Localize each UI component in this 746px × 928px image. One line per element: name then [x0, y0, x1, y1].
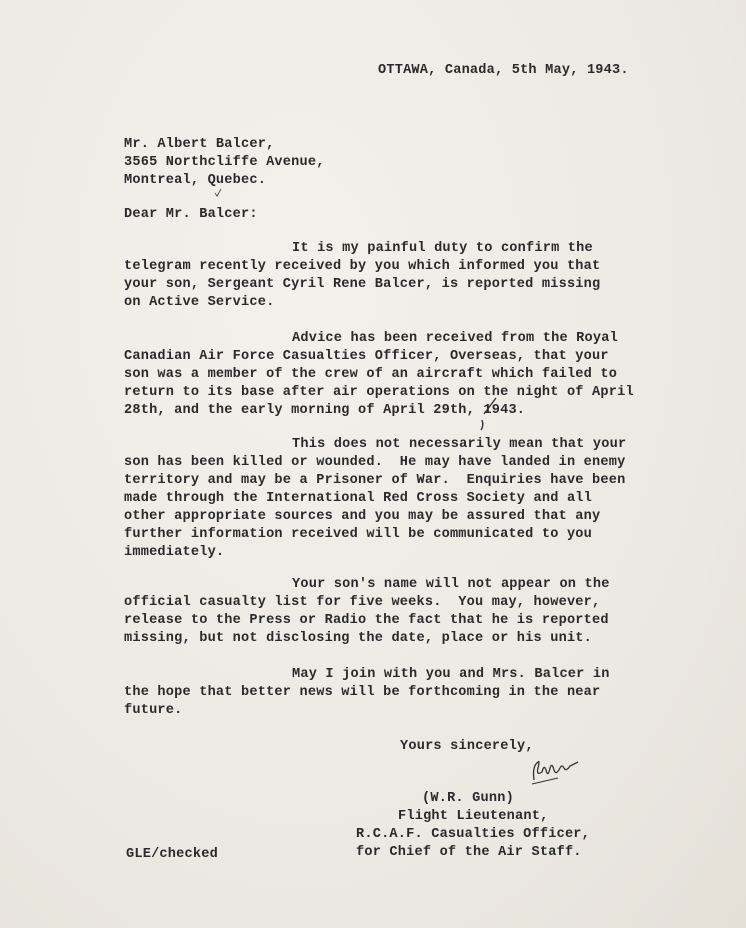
- paragraph-line: 28th, and the early morning of April 29th, 1943.: [124, 403, 526, 418]
- paragraph-line: son has been killed or wounded. He may have landed in enemy: [124, 455, 626, 470]
- paragraph-line: Your son's name will not appear on the: [292, 577, 610, 592]
- signatory-rank: Flight Lieutenant,: [398, 809, 549, 824]
- paragraph-line: on Active Service.: [124, 295, 275, 310]
- paragraph-line: return to its base after air operations on the night of April: [124, 385, 634, 400]
- paragraph-line: further information received will be communicated to you: [124, 527, 593, 542]
- address-line: Mr. Albert Balcer,: [124, 137, 275, 152]
- paragraph-line: the hope that better news will be forthcoming in the near: [124, 685, 601, 700]
- signatory-name: (W.R. Gunn): [422, 791, 514, 806]
- recipient-address: [124, 136, 664, 190]
- signature-block: [356, 790, 656, 862]
- paragraph-line: It is my painful duty to confirm the: [292, 241, 593, 256]
- paragraph-line: future.: [124, 703, 183, 718]
- paragraph-line: official casualty list for five weeks. You may, however,: [124, 595, 601, 610]
- paragraph-line: made through the International Red Cross Society and all: [124, 491, 593, 506]
- paragraph-line: your son, Sergeant Cyril Rene Balcer, is reported missing: [124, 277, 601, 292]
- paragraph-2: [124, 330, 664, 420]
- signatory-title: R.C.A.F. Casualties Officer,: [356, 827, 591, 842]
- paragraph-5: [124, 666, 664, 720]
- paragraph-1: [124, 240, 664, 312]
- address-line: 3565 Northcliffe Avenue,: [124, 155, 325, 170]
- reference-initials: GLE/checked: [126, 847, 218, 862]
- paragraph-line: May I join with you and Mrs. Balcer in: [292, 667, 610, 682]
- salutation: Dear Mr. Balcer:: [124, 207, 258, 222]
- address-line: Montreal, Quebec.: [124, 173, 267, 188]
- paragraph-line: immediately.: [124, 545, 225, 560]
- paragraph-line: telegram recently received by you which informed you that: [124, 259, 601, 274]
- paragraph-3: [124, 436, 664, 562]
- paragraph-line: missing, but not disclosing the date, place or his unit.: [124, 631, 593, 646]
- paragraph-line: son was a member of the crew of an aircraft which failed to: [124, 367, 618, 382]
- paragraph-line: release to the Press or Radio the fact that he is reported: [124, 613, 609, 628]
- paragraph-line: Canadian Air Force Casualties Officer, Overseas, that your: [124, 349, 609, 364]
- ink-check-mark: [478, 396, 498, 432]
- dateline: OTTAWA, Canada, 5th May, 1943.: [378, 63, 629, 78]
- paragraph-line: This does not necessarily mean that your: [292, 437, 627, 452]
- signatory-on-behalf: for Chief of the Air Staff.: [356, 845, 582, 860]
- handwritten-initials-signature: [528, 756, 580, 786]
- paragraph-line: Advice has been received from the Royal: [292, 331, 618, 346]
- paragraph-4: [124, 576, 664, 648]
- paragraph-line: territory and may be a Prisoner of War. Enquiries have been: [124, 473, 626, 488]
- closing: Yours sincerely,: [400, 739, 534, 754]
- pencil-tick-mark: [214, 188, 222, 198]
- paragraph-line: other appropriate sources and you may be assured that any: [124, 509, 601, 524]
